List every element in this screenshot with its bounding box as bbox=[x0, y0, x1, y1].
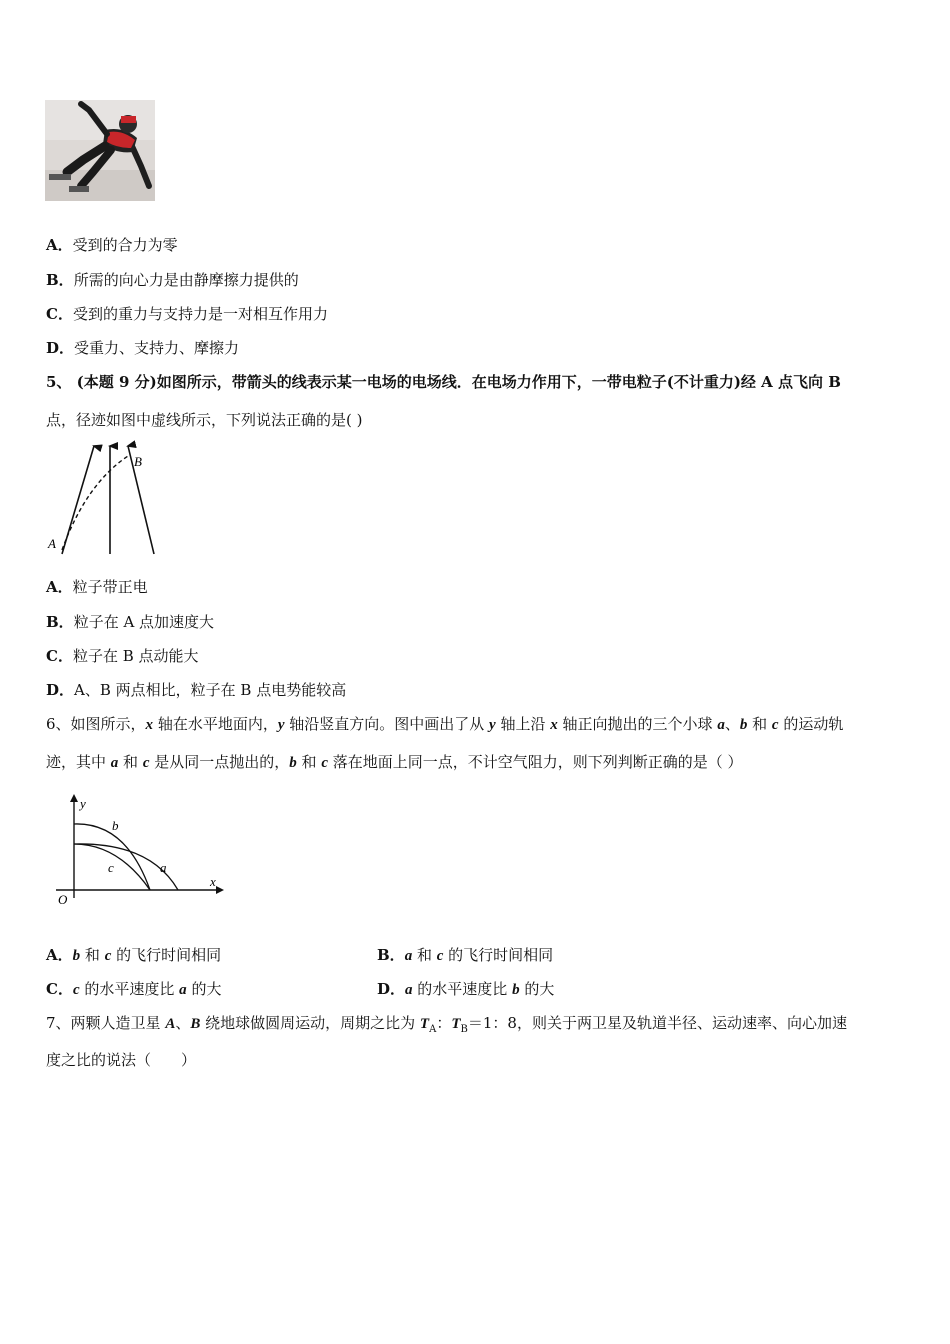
skater-photo bbox=[45, 100, 155, 201]
var: a bbox=[405, 982, 413, 998]
option-label: D． bbox=[377, 980, 406, 998]
option-label: C． bbox=[46, 305, 73, 323]
option-label: A． bbox=[46, 946, 73, 964]
q6-option-a bbox=[46, 945, 221, 966]
label-c: c bbox=[108, 860, 114, 875]
skater-illustration bbox=[45, 100, 155, 201]
text: 的飞行时间相同 bbox=[111, 946, 222, 964]
text: 轴上沿 bbox=[495, 715, 551, 733]
option-label: D． bbox=[46, 339, 75, 357]
q5-option-a bbox=[46, 577, 148, 597]
option-text: 受到的重力与支持力是一对相互作用力 bbox=[72, 305, 328, 323]
text: 的大 bbox=[519, 980, 555, 998]
option-label: A． bbox=[46, 236, 73, 254]
var: a bbox=[179, 982, 187, 998]
particle-trajectory bbox=[62, 456, 128, 550]
text: 、 bbox=[175, 1014, 191, 1032]
text: 的运动轨 bbox=[778, 715, 844, 733]
text: 轴沿竖直方向。图中画出了从 bbox=[284, 715, 490, 733]
text: 轴正向抛出的三个小球 bbox=[557, 715, 718, 733]
text: 的飞行时间相同 bbox=[443, 946, 554, 964]
text: 和 bbox=[80, 946, 105, 964]
var-c: c bbox=[321, 755, 328, 771]
option-label: B． bbox=[46, 271, 74, 289]
var-b: b bbox=[739, 717, 748, 733]
q6-option-c bbox=[46, 979, 221, 1000]
q7-stem-line1 bbox=[46, 1013, 847, 1040]
label-y: y bbox=[80, 796, 86, 811]
var-a: a bbox=[717, 717, 725, 733]
var-x: x bbox=[550, 717, 558, 733]
label-a: a bbox=[160, 860, 167, 875]
trajectory-b bbox=[74, 824, 150, 890]
q6-trajectory-figure bbox=[52, 792, 224, 910]
var: c bbox=[436, 948, 444, 964]
var-c: c bbox=[142, 755, 150, 771]
text: 和 bbox=[747, 715, 772, 733]
q5-field-figure bbox=[46, 440, 160, 558]
text: ＝1：8，则关于两卫星及轨道半径、运动速率、向心加速 bbox=[467, 1014, 847, 1032]
text: 落在地面上同一点，不计空气阻力，则下列判断正确的是（ ） bbox=[328, 753, 743, 771]
q4-option-d bbox=[46, 338, 239, 358]
option-label: A． bbox=[46, 578, 73, 596]
text: 绕地球做圆周运动，周期之比为 bbox=[200, 1014, 420, 1032]
var-b: b bbox=[289, 755, 297, 771]
option-text: 粒子在 A 点加速度大 bbox=[73, 613, 215, 631]
option-label: C． bbox=[46, 980, 73, 998]
var-c: c bbox=[771, 717, 779, 733]
option-label: C． bbox=[46, 647, 73, 665]
option-label: D． bbox=[46, 681, 75, 699]
var-a: A bbox=[165, 1016, 176, 1032]
q5-option-d bbox=[46, 680, 346, 700]
var: b bbox=[72, 948, 81, 964]
q6-option-d bbox=[377, 979, 554, 1000]
q6-option-b bbox=[377, 945, 553, 966]
label-origin: O bbox=[58, 892, 68, 907]
text: 的水平速度比 bbox=[79, 980, 180, 998]
var-t: T bbox=[419, 1016, 430, 1032]
fig-label-a: A bbox=[48, 536, 56, 551]
var: a bbox=[404, 948, 413, 964]
option-label: B． bbox=[377, 946, 405, 964]
text: 6、如图所示， bbox=[46, 715, 146, 733]
option-text: 粒子带正电 bbox=[72, 578, 148, 596]
field-line-left bbox=[62, 446, 94, 554]
option-text: 所需的向心力是由静摩擦力提供的 bbox=[73, 271, 299, 289]
option-text: 受到的合力为零 bbox=[72, 236, 178, 254]
text: 、 bbox=[724, 715, 740, 733]
q4-option-b bbox=[46, 270, 299, 290]
fig-label-b: B bbox=[134, 454, 142, 469]
q7-stem-line2: 度之比的说法（ ） bbox=[46, 1051, 197, 1069]
var-y: y bbox=[277, 717, 285, 733]
label-b: b bbox=[112, 818, 119, 833]
subscript: A bbox=[429, 1024, 437, 1035]
text: 7、两颗人造卫星 bbox=[46, 1014, 166, 1032]
label-x: x bbox=[210, 874, 216, 889]
var: c bbox=[72, 982, 80, 998]
q5-option-c bbox=[46, 646, 199, 666]
option-text: 粒子在 B 点动能大 bbox=[72, 647, 199, 665]
var-t: T bbox=[451, 1016, 461, 1032]
var-b: B bbox=[190, 1016, 201, 1032]
text: 和 bbox=[412, 946, 437, 964]
option-text: A、B 两点相比，粒子在 B 点电势能较高 bbox=[74, 681, 347, 699]
q6-stem-line1 bbox=[46, 714, 843, 735]
q6-stem-line2 bbox=[46, 752, 743, 773]
text: 和 bbox=[118, 753, 143, 771]
var-x: x bbox=[145, 717, 154, 733]
text: 是从同一点抛出的， bbox=[149, 753, 290, 771]
q5-stem-line1: 5、 (本题 9 分)如图所示，带箭头的线表示某一电场的电场线．在电场力作用下，一带电粒子(不计重力)经 A 点飞向 B bbox=[46, 373, 841, 391]
text: 和 bbox=[296, 753, 322, 771]
text: 轴在水平地面内， bbox=[153, 715, 278, 733]
text: 的水平速度比 bbox=[412, 980, 513, 998]
q5-option-b bbox=[46, 612, 214, 632]
q5-stem-line2: 点，径迹如图中虚线所示，下列说法正确的是( ) bbox=[46, 411, 363, 429]
option-label: B． bbox=[46, 613, 74, 631]
var: b bbox=[512, 982, 520, 998]
var: c bbox=[104, 948, 112, 964]
option-text: 受重力、支持力、摩擦力 bbox=[74, 339, 240, 357]
q4-option-a bbox=[46, 235, 178, 255]
q4-option-c bbox=[46, 304, 328, 324]
text: 的大 bbox=[186, 980, 222, 998]
var-a: a bbox=[110, 755, 119, 771]
text: 迹，其中 bbox=[46, 753, 111, 771]
text: ： bbox=[436, 1014, 452, 1032]
subscript: B bbox=[460, 1024, 468, 1035]
var-y: y bbox=[489, 717, 496, 733]
